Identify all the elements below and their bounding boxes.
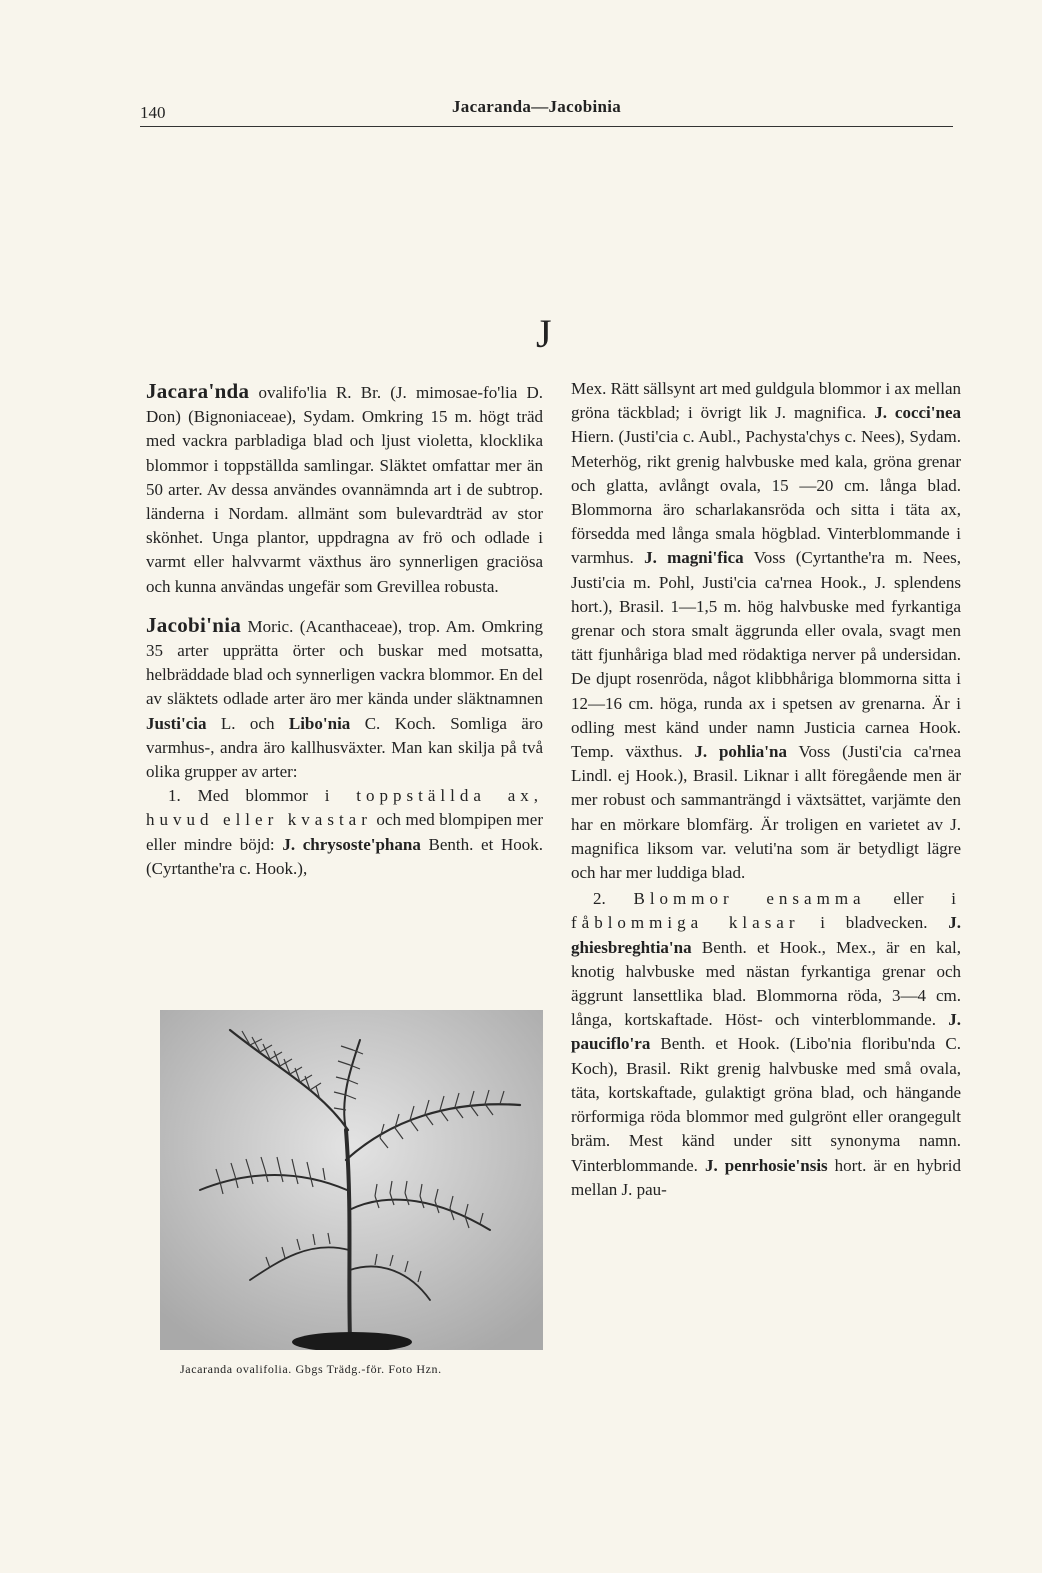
figure-caption: Jacaranda ovalifolia. Gbgs Trädg.-för. Foto Hzn. bbox=[180, 1362, 442, 1376]
right-text-4: Voss (Justi'cia ca'rnea Lindl. ej Hook.), Brasil. Liknar i allt föregående men är mer robust och sammanträngd i växtsättet, varjämte den har en mörkare blomfärg. Är troligen en varietet av J. magnifica liksom var. veluti'na som är betydligt lägre och har mer luddiga blad. bbox=[571, 742, 961, 883]
group-2-spaced-b: i fåblommiga klasar bbox=[571, 889, 961, 933]
group-1-text-a: och med blompipen mer eller mindre böjd: bbox=[146, 810, 543, 854]
entry-jacaranda bbox=[146, 379, 543, 599]
name-libonia: Libo'nia bbox=[288, 713, 351, 733]
group-2-paragraph bbox=[571, 887, 961, 1202]
group-2-number: 2. bbox=[593, 889, 634, 909]
headword-jacobinia: Jacobi'nia bbox=[146, 612, 242, 637]
header-rule bbox=[140, 126, 953, 127]
jacaranda-text: ovalifo'lia R. Br. (J. mimosae-fo'lia D. Don) (Bignoniaceae), Sydam. Omkring 15 m. högt träd med vackra parbladiga blad och ljust violetta, klocklika blommor i toppställda samlingar. Släktet omfattar mer än 50 arter. Av dessa användes ovannämnda art i de subtrop. länderna i Nordam. allmänt som bulevardträd av stor skönhet. Unga plantor, uppdragna av frö och odlade i varmt eller halvvarmt växthus äro synnerligen graciösa och kunna användas ungefär som Grevillea robusta. bbox=[146, 383, 543, 596]
group-2-mid: eller bbox=[865, 889, 952, 909]
right-paragraph-1 bbox=[571, 377, 961, 885]
group-2-spaced-a: Blommor ensamma bbox=[633, 889, 866, 909]
group-2-text-a: i bladvecken. bbox=[799, 913, 949, 933]
name-pohliana: J. pohlia'na bbox=[694, 742, 787, 762]
name-penrhosiensis: J. penrhosie'nsis bbox=[704, 1155, 828, 1175]
right-column bbox=[571, 377, 961, 1202]
group-1-number: 1. Med blommor bbox=[168, 786, 325, 806]
jacobinia-intro-3: C. Koch. Somliga äro varmhus-, andra äro kallhusväxter. Man kan skilja på två olika grupper av arter: bbox=[146, 713, 543, 782]
group-1-paragraph bbox=[146, 784, 543, 881]
right-text-1: Mex. Rätt sällsynt art med guldgula blommor i ax mellan gröna täckblad; i övrigt lik J. magnifica. bbox=[571, 379, 961, 423]
right-text-2: Hiern. (Justi'cia c. Aubl., Pachysta'chys c. Nees), Sydam. Meterhög, rikt grenig halvbuske med kala, gröna grenar och glatta, avlångt ovala, 15 —20 cm. långa blad. Blommorna äro scharlakansröda och sitta i täta ax, försedda med långa smala högblad. Vinterblommande i varmhus. bbox=[571, 427, 961, 568]
section-letter: J bbox=[536, 311, 552, 356]
jacobinia-intro-2: L. och bbox=[206, 713, 289, 733]
name-magnifica: J. magni'fica bbox=[644, 548, 744, 568]
group-2-text-c: Benth. et Hook. (Libo'nia floribu'nda C. Koch), Brasil. Rikt grenig halvbuske med små ovala, täta, kortskaftade, gulaktigt gröna blad, och hängande rörformiga röda blommor med gulgrönt eller orangegult bräm. Mest känd under sitt synonyma namn. Vinterblommande. bbox=[571, 1034, 961, 1175]
name-pauciflora: J. pauciflo'ra bbox=[571, 1010, 961, 1054]
name-chrysostephana: J. chrysoste'phana bbox=[282, 834, 421, 854]
entry-jacobinia bbox=[146, 613, 543, 784]
jacobinia-intro-1: Moric. (Acanthaceae), trop. Am. Omkring 35 arter upprätta örter och buskar med motsatta, helbräddade blad och synnerligen vackra blommor. En del av släktets odlade arter äro mer kända under släktnamnen bbox=[146, 616, 543, 709]
running-head: Jacaranda—Jacobinia bbox=[452, 97, 622, 116]
name-justicia: Justi'cia bbox=[146, 713, 207, 733]
group-2-text-d: hort. är en hybrid mellan J. pau- bbox=[571, 1155, 961, 1199]
headword-jacaranda: Jacara'nda bbox=[146, 379, 250, 403]
group-1-spaced: i toppställda ax, huvud eller kvastar bbox=[146, 786, 543, 830]
group-1-text-b: Benth. et Hook. (Cyrtanthe'ra c. Hook.), bbox=[146, 834, 543, 878]
page-number: 140 bbox=[140, 103, 166, 122]
left-column bbox=[146, 379, 543, 881]
photo-figure bbox=[160, 1010, 543, 1350]
name-coccinea: J. cocci'nea bbox=[874, 403, 961, 423]
name-ghiesbreghtiana: J. ghiesbreghtia'na bbox=[571, 913, 961, 957]
right-text-3: Voss (Cyrtanthe'ra m. Nees, Justi'cia m. Pohl, Justi'cia ca'rnea Hook., J. splendens hort.), Brasil. 1—1,5 m. hög halvbuske med fyrkantiga grenar och stora smalt äggrunda eller ovala, svagt men tätt fjunhåriga blad med rödaktiga nerver på undersidan. De djupt rosenröda, något klibbhåriga blommorna sitta i 12—16 cm. höga, runda ax i spetsen av grenarna. Är i odling mest känd under namn Justicia carnea Hook. Temp. växthus. bbox=[571, 548, 962, 762]
group-2-text-b: Benth. et Hook., Mex., är en kal, knotig halvbuske med nästan fyrkantiga grenar och äggrunt lansettlika blad. Blommorna röda, 3—4 cm. långa, kortskaftade. Höst- och vinterblommande. bbox=[571, 937, 961, 1030]
fern-tree-photo-icon bbox=[160, 1010, 543, 1350]
